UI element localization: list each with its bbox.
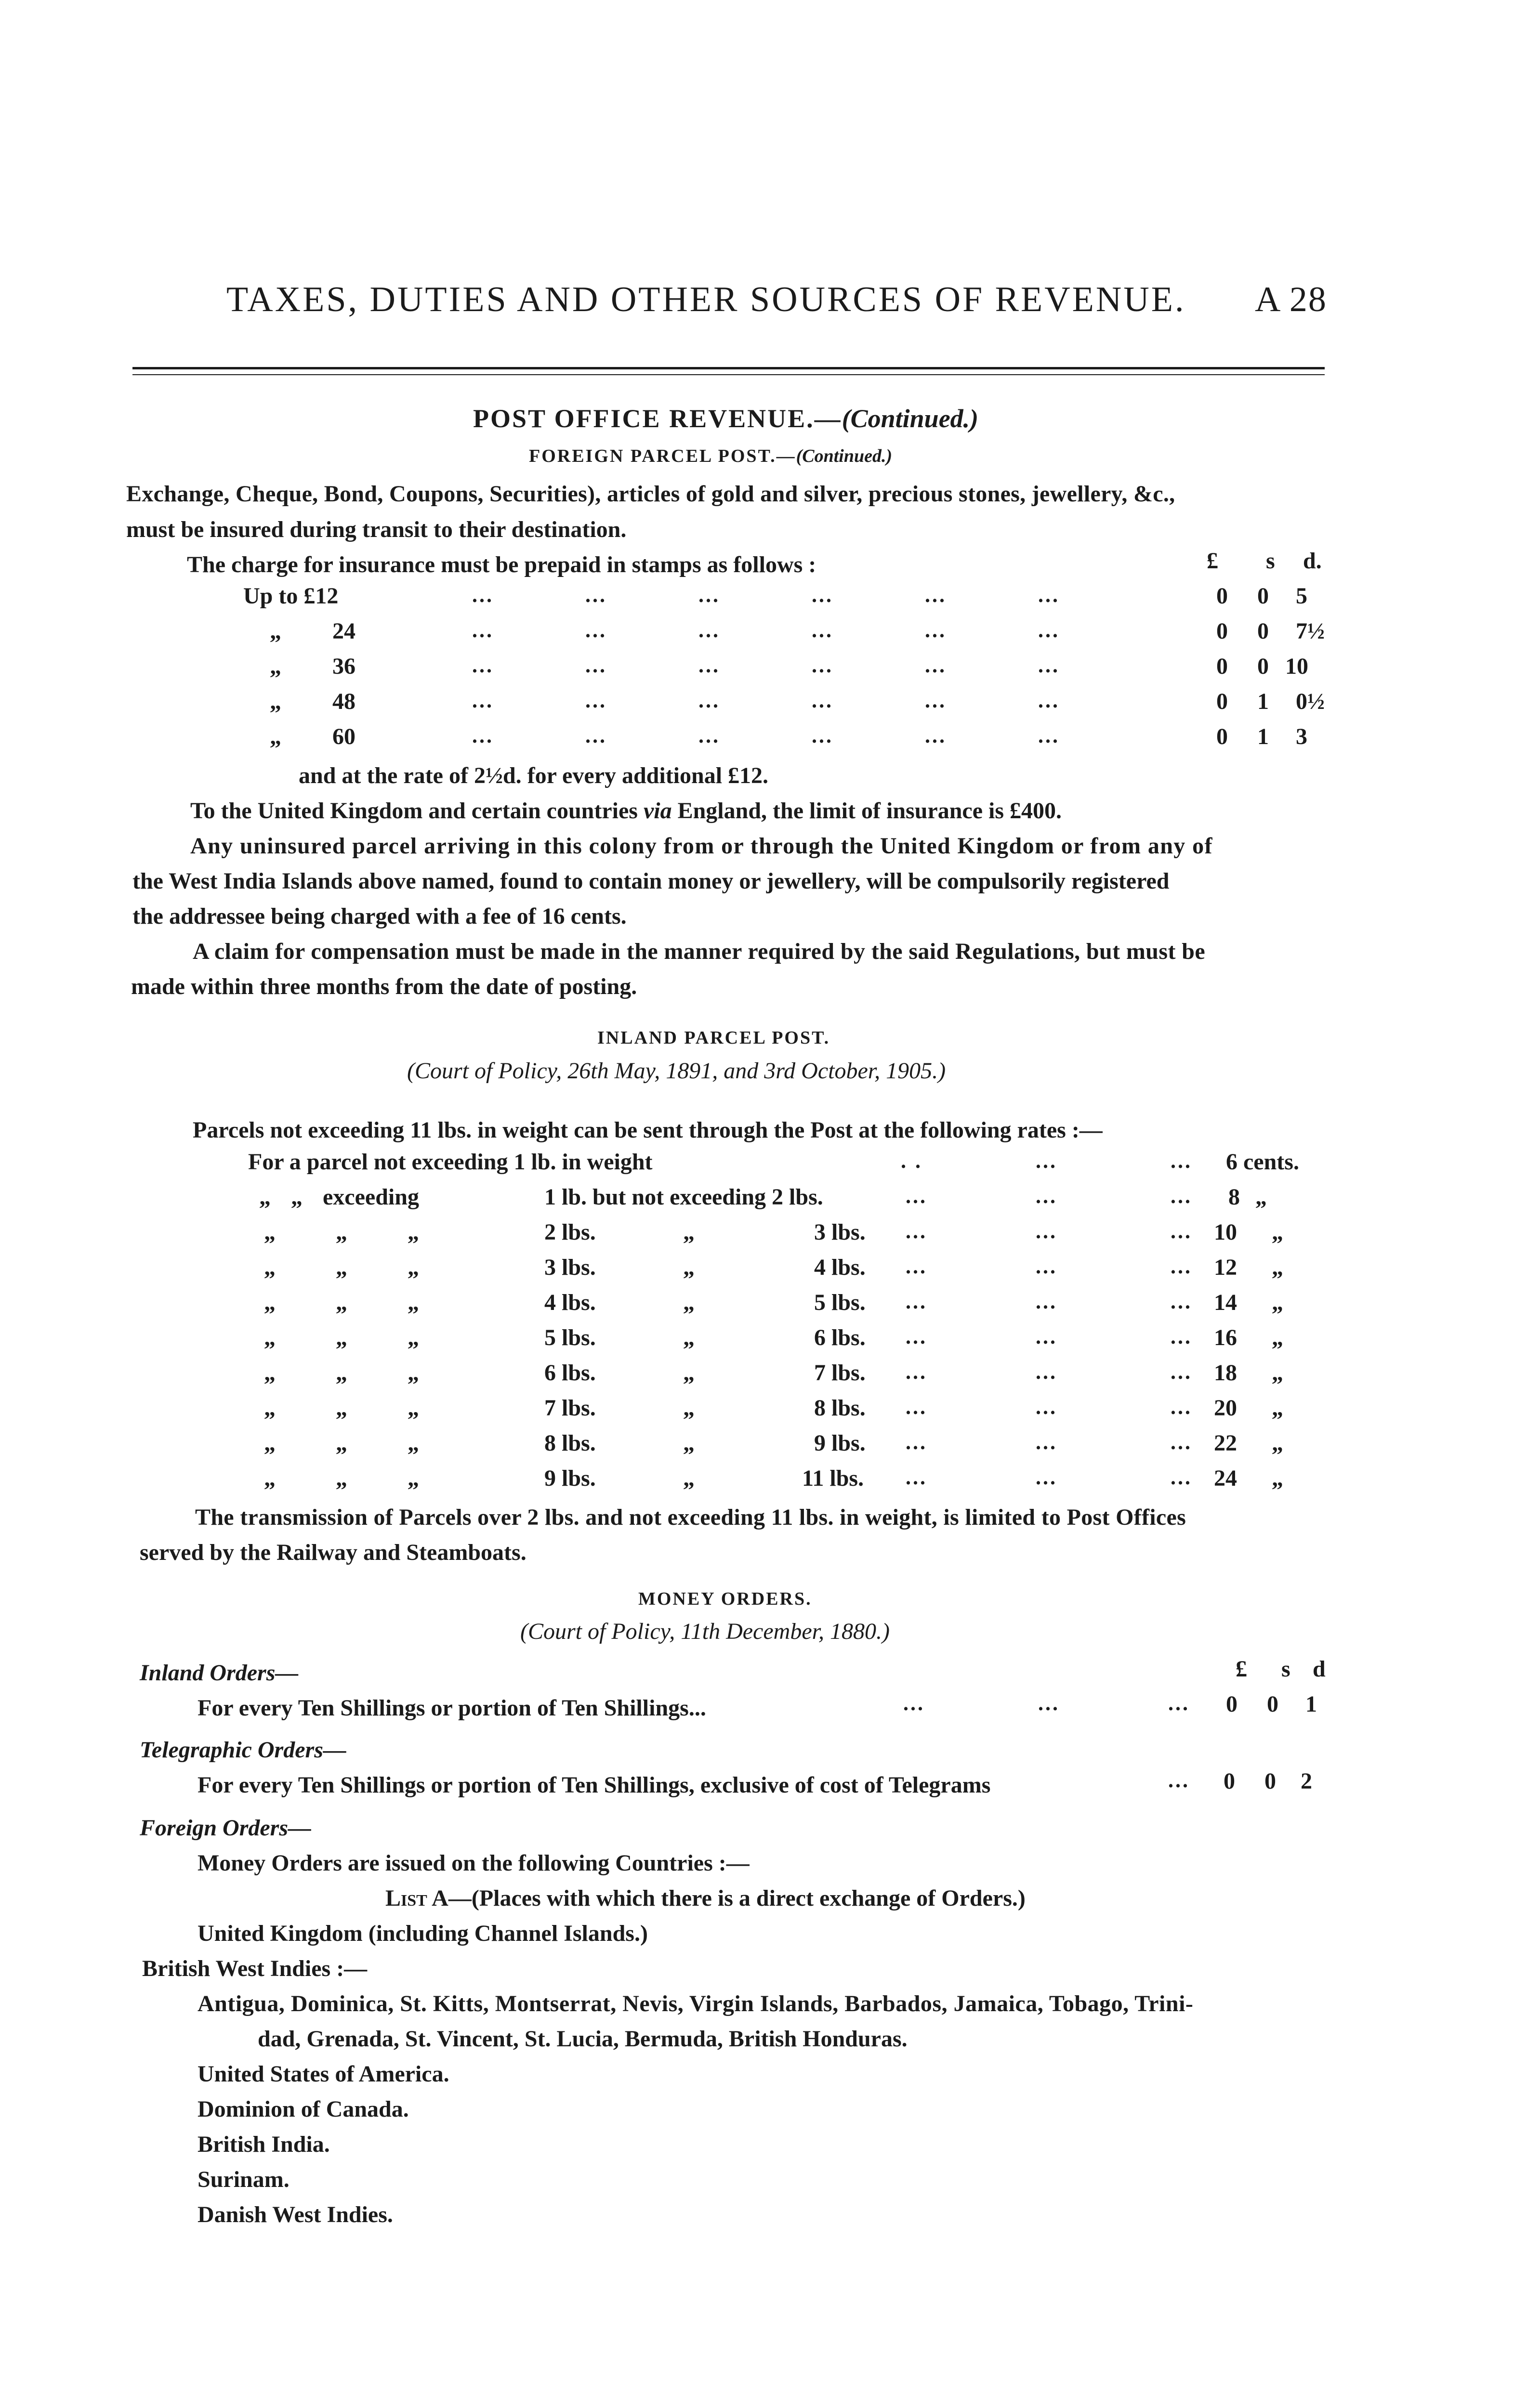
leader-dots: ...: [1168, 1768, 1190, 1792]
leader-dots: ...: [1171, 1466, 1192, 1489]
leader-dots: ...: [1171, 1325, 1192, 1348]
weight-to: 4 lbs.: [814, 1255, 866, 1280]
country-item: Surinam.: [197, 2167, 290, 2192]
leader-dots: ...: [1171, 1360, 1192, 1384]
shillings: 0: [1257, 583, 1269, 609]
weight-from: 2 lbs.: [544, 1219, 596, 1245]
rate-amount: 48: [332, 689, 355, 714]
ditto-marks: „ „ „: [264, 1219, 419, 1245]
ditto-mark: „: [1272, 1255, 1283, 1280]
leader-dots: ...: [906, 1290, 927, 1313]
ditto-mark: „: [1272, 1290, 1283, 1315]
weight-to: 9 lbs.: [814, 1430, 866, 1456]
ditto-mark: „: [683, 1395, 695, 1421]
ditto-mark: „: [1272, 1360, 1283, 1386]
rate-value: 12: [1214, 1255, 1237, 1280]
pence-header: d.: [1303, 548, 1322, 574]
leader-dots: . .: [901, 1149, 922, 1173]
rate-value: 18: [1214, 1360, 1237, 1386]
additional-rate: and at the rate of 2½d. for every additional £12.: [299, 763, 769, 788]
uk-limit: To the United Kingdom and certain countries via England, the limit of insurance is £400.: [190, 798, 1062, 824]
country-item: United States of America.: [197, 2061, 449, 2087]
pence: 10: [1285, 654, 1308, 679]
shillings: 0: [1257, 618, 1269, 644]
country-uk: United Kingdom (including Channel Islands.): [197, 1921, 648, 1946]
rate-value: 10: [1214, 1219, 1237, 1245]
ditto-mark: „: [683, 1219, 695, 1245]
leader-dots: ...: [1036, 1395, 1057, 1419]
leader-dots: ...: [1171, 1149, 1192, 1173]
section-title-post-office: POST OFFICE REVENUE.—(Continued.): [473, 404, 979, 433]
weight-to: 3 lbs.: [814, 1219, 866, 1245]
leader-dots: ...: [906, 1219, 927, 1243]
ditto-mark: „: [270, 618, 281, 644]
ditto-mark: „: [1272, 1219, 1283, 1245]
pounds: 0: [1216, 618, 1228, 644]
section-title-inland-parcel: INLAND PARCEL POST.: [597, 1028, 830, 1048]
pounds: 0: [1216, 583, 1228, 609]
page-number: A 28: [1255, 280, 1327, 319]
telegraphic-orders-text: For every Ten Shillings or portion of Ten Shillings, exclusive of cost of Telegrams: [197, 1772, 991, 1798]
leader-dots: ...: [906, 1184, 927, 1208]
inland-orders-text: For every Ten Shillings or portion of Ten Shillings...: [197, 1695, 706, 1721]
ditto-mark: „: [683, 1360, 695, 1386]
rate-amount: 24: [332, 618, 355, 644]
shilling-header: s: [1266, 548, 1275, 574]
leader-dots: ...: [906, 1325, 927, 1348]
rate-row-label: „ „ exceeding: [259, 1184, 419, 1210]
weight-from: 4 lbs.: [544, 1290, 596, 1315]
bwi-countries-line: dad, Grenada, St. Vincent, St. Lucia, Bermuda, British Honduras.: [258, 2026, 908, 2052]
ditto-marks: „ „ „: [264, 1360, 419, 1386]
ditto-mark: „: [683, 1325, 695, 1350]
ditto-mark: „: [683, 1430, 695, 1456]
leader-dots: ...: [1038, 1691, 1060, 1715]
pounds: 0: [1216, 689, 1228, 714]
leader-dots: ...: [906, 1255, 927, 1278]
weight-to: 7 lbs.: [814, 1360, 866, 1386]
pence-header: d: [1313, 1656, 1326, 1682]
leader-dots: ...: [1171, 1290, 1192, 1313]
inland-orders-heading: Inland Orders—: [140, 1660, 299, 1686]
subsection-title-foreign-parcel: FOREIGN PARCEL POST.—(Continued.): [529, 446, 893, 466]
inland-intro: Parcels not exceeding 11 lbs. in weight can be sent through the Post at the following rates :—: [193, 1117, 1103, 1143]
rate-row-label: 1 lb. but not exceeding 2 lbs.: [544, 1184, 823, 1210]
ditto-marks: „ „ „: [264, 1430, 419, 1456]
pence: 0½: [1296, 689, 1325, 714]
pence: 3: [1296, 724, 1307, 749]
ditto-mark: „: [1272, 1430, 1283, 1456]
pounds: 0: [1226, 1691, 1237, 1717]
court-citation: (Court of Policy, 26th May, 1891, and 3rd October, 1905.): [407, 1058, 946, 1084]
paragraph-line: served by the Railway and Steamboats.: [140, 1540, 527, 1565]
weight-from: 9 lbs.: [544, 1466, 596, 1491]
ditto-mark: „: [270, 689, 281, 714]
weight-from: 5 lbs.: [544, 1325, 596, 1350]
telegraphic-orders-heading: Telegraphic Orders—: [140, 1737, 346, 1763]
list-a-heading: List A—(Places with which there is a direct exchange of Orders.): [385, 1885, 1026, 1911]
ditto-mark: „: [683, 1290, 695, 1315]
country-item: Dominion of Canada.: [197, 2096, 409, 2122]
pounds: 0: [1216, 654, 1228, 679]
ditto-mark: „: [683, 1255, 695, 1280]
rate-row-label: For a parcel not exceeding 1 lb. in weight: [248, 1149, 653, 1175]
ditto-mark: „: [270, 654, 281, 679]
weight-from: 3 lbs.: [544, 1255, 596, 1280]
weight-from: 7 lbs.: [544, 1395, 596, 1421]
leader-dots: ...: [1171, 1255, 1192, 1278]
weight-to: 5 lbs.: [814, 1290, 866, 1315]
shillings: 0: [1264, 1768, 1276, 1794]
leader-dots: ...: [1171, 1430, 1192, 1454]
leader-dots: ...: [1171, 1219, 1192, 1243]
rate-value: 22: [1214, 1430, 1237, 1456]
shillings: 0: [1257, 654, 1269, 679]
leader-dots: ...: [1036, 1219, 1057, 1243]
pound-header: £: [1236, 1656, 1247, 1682]
ditto-marks: „ „ „: [264, 1290, 419, 1315]
paragraph-line: must be insured during transit to their destination.: [126, 517, 627, 542]
weight-to: 8 lbs.: [814, 1395, 866, 1421]
court-citation: (Court of Policy, 11th December, 1880.): [520, 1619, 890, 1644]
leader-dots: ...: [1036, 1466, 1057, 1489]
bwi-countries-line: Antigua, Dominica, St. Kitts, Montserrat, Nevis, Virgin Islands, Barbados, Jamaica, Tobago, Trini-: [197, 1991, 1194, 2016]
leader-dots: ...: [1171, 1395, 1192, 1419]
leader-dots: ...: [1036, 1184, 1057, 1208]
pence: 5: [1296, 583, 1307, 609]
running-title: TAXES, DUTIES AND OTHER SOURCES OF REVENUE.: [226, 280, 1186, 319]
paragraph-line: A claim for compensation must be made in the manner required by the said Regulations, but must be: [193, 939, 1206, 964]
charge-intro: The charge for insurance must be prepaid in stamps as follows :: [187, 552, 816, 577]
ditto-mark: „: [1272, 1466, 1283, 1491]
leader-dots: ...: [1168, 1691, 1190, 1715]
pounds: 0: [1224, 1768, 1235, 1794]
ditto-mark: „: [270, 724, 281, 749]
leader-dots: ...: [1036, 1290, 1057, 1313]
pounds: 0: [1216, 724, 1228, 749]
leader-dots: ... ... ... ... ... ...: [472, 724, 1060, 747]
pence: 1: [1305, 1691, 1317, 1717]
foreign-orders-heading: Foreign Orders—: [140, 1815, 312, 1841]
leader-dots: ...: [1036, 1430, 1057, 1454]
header-rule-thin: [132, 374, 1325, 375]
rate-value: 14: [1214, 1290, 1237, 1315]
paragraph-line: the West India Islands above named, found to contain money or jewellery, will be compulsorily registered: [132, 868, 1170, 894]
leader-dots: ...: [906, 1395, 927, 1419]
leader-dots: ... ... ... ... ... ...: [472, 583, 1060, 607]
leader-dots: ...: [906, 1430, 927, 1454]
leader-dots: ...: [906, 1360, 927, 1384]
leader-dots: ...: [1036, 1360, 1057, 1384]
rate-value: 24: [1214, 1466, 1237, 1491]
weight-to: 6 lbs.: [814, 1325, 866, 1350]
country-item: British India.: [197, 2132, 330, 2157]
shillings: 1: [1257, 724, 1269, 749]
leader-dots: ...: [1036, 1325, 1057, 1348]
ditto-marks: „ „ „: [264, 1255, 419, 1280]
rate-label: Up to £12: [243, 583, 339, 609]
rate-amount: 60: [332, 724, 355, 749]
paragraph-line: The transmission of Parcels over 2 lbs. and not exceeding 11 lbs. in weight, is limited to Post Offices: [195, 1505, 1186, 1530]
paragraph-line: Any uninsured parcel arriving in this colony from or through the United Kingdom or from any of: [190, 833, 1213, 859]
foreign-orders-intro: Money Orders are issued on the following Countries :—: [197, 1850, 750, 1876]
weight-from: 8 lbs.: [544, 1430, 596, 1456]
paragraph-line: the addressee being charged with a fee of 16 cents.: [132, 903, 627, 929]
leader-dots: ...: [1036, 1255, 1057, 1278]
leader-dots: ... ... ... ... ... ...: [472, 618, 1060, 642]
british-west-indies-heading: British West Indies :—: [142, 1956, 368, 1981]
leader-dots: ...: [903, 1691, 925, 1715]
shilling-header: s: [1281, 1656, 1290, 1682]
pence: 7½: [1296, 618, 1325, 644]
ditto-mark: „: [683, 1466, 695, 1491]
pence: 2: [1301, 1768, 1312, 1794]
leader-dots: ...: [1171, 1184, 1192, 1208]
weight-from: 6 lbs.: [544, 1360, 596, 1386]
country-item: Danish West Indies.: [197, 2202, 393, 2227]
leader-dots: ... ... ... ... ... ...: [472, 654, 1060, 677]
paragraph-line: Exchange, Cheque, Bond, Coupons, Securities), articles of gold and silver, precious stones, jewellery, &c.,: [126, 481, 1175, 507]
rate-value: 6 cents.: [1226, 1149, 1299, 1175]
leader-dots: ...: [1036, 1149, 1057, 1173]
leader-dots: ... ... ... ... ... ...: [472, 689, 1060, 712]
header-rule-thick: [132, 367, 1325, 369]
rate-value: 8 „: [1228, 1184, 1267, 1210]
rate-value: 20: [1214, 1395, 1237, 1421]
section-title-money-orders: MONEY ORDERS.: [638, 1589, 812, 1609]
ditto-marks: „ „ „: [264, 1325, 419, 1350]
shillings: 1: [1257, 689, 1269, 714]
leader-dots: ...: [906, 1466, 927, 1489]
ditto-marks: „ „ „: [264, 1395, 419, 1421]
paragraph-line: made within three months from the date of posting.: [131, 974, 637, 999]
rate-amount: 36: [332, 654, 355, 679]
ditto-mark: „: [1272, 1325, 1283, 1350]
ditto-mark: „: [1272, 1395, 1283, 1421]
ditto-marks: „ „ „: [264, 1466, 419, 1491]
shillings: 0: [1267, 1691, 1278, 1717]
weight-to: 11 lbs.: [802, 1466, 864, 1491]
pound-header: £: [1207, 548, 1218, 574]
rate-value: 16: [1214, 1325, 1237, 1350]
